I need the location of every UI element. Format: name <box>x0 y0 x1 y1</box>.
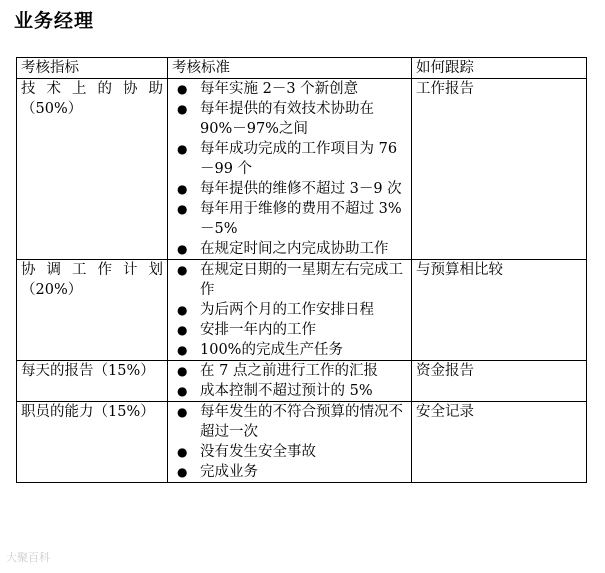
watermark: 大聚百科 <box>6 551 50 564</box>
indicator-cell: 职员的能力（15%） <box>17 402 168 483</box>
standards-list <box>172 402 407 482</box>
standard-text: 每年提供的维修不超过 3－9 次 <box>200 181 402 197</box>
indicator-cell: 每天的报告（15%） <box>17 361 168 402</box>
list-item <box>172 260 407 300</box>
standard-text: 没有发生安全事故 <box>200 444 316 460</box>
list-item <box>172 381 407 401</box>
standard-text: 每年发生的不符合预算的情况不超过一次 <box>200 404 403 440</box>
standard-text: 每年实施 2－3 个新创意 <box>200 81 359 97</box>
standards-cell <box>168 402 412 483</box>
standard-text: 在规定时间之内完成协助工作 <box>200 241 389 257</box>
standard-text: 每年提供的有效技术协助在 90%－97%之间 <box>200 101 374 137</box>
table-row <box>17 361 587 402</box>
list-item <box>172 340 407 360</box>
bullet-icon: ● <box>177 303 188 317</box>
list-item <box>172 99 407 139</box>
bullet-icon: ● <box>177 142 188 156</box>
bullet-icon: ● <box>177 82 188 96</box>
tracking-cell: 工作报告 <box>412 79 587 260</box>
standards-list <box>172 79 407 259</box>
tracking-cell: 安全记录 <box>412 402 587 483</box>
standards-list <box>172 361 407 401</box>
bullet-icon: ● <box>177 465 188 479</box>
bullet-icon: ● <box>177 405 188 419</box>
standard-text: 成本控制不超过预计的 5% <box>200 383 373 399</box>
list-item <box>172 79 407 99</box>
list-item <box>172 462 407 482</box>
indicator-cell: 技 术 上 的 协 助（50%） <box>17 79 168 260</box>
standard-text: 完成业务 <box>200 464 258 480</box>
standard-text: 100%的完成生产任务 <box>200 342 343 358</box>
list-item <box>172 199 407 239</box>
bullet-icon: ● <box>177 323 188 337</box>
header-standard: 考核标准 <box>168 58 412 79</box>
bullet-icon: ● <box>177 343 188 357</box>
standard-text: 每年成功完成的工作项目为 76－99 个 <box>200 141 398 177</box>
list-item <box>172 320 407 340</box>
assessment-table <box>16 57 587 483</box>
list-item <box>172 442 407 462</box>
standard-text: 在 7 点之前进行工作的汇报 <box>200 363 378 379</box>
bullet-icon: ● <box>177 263 188 277</box>
list-item <box>172 139 407 179</box>
standards-cell <box>168 79 412 260</box>
standards-cell <box>168 260 412 361</box>
standard-text: 安排一年内的工作 <box>200 322 316 338</box>
list-item <box>172 179 407 199</box>
page-title: 业务经理 <box>14 10 95 32</box>
standard-text: 为后两个月的工作安排日程 <box>200 302 374 318</box>
bullet-icon: ● <box>177 384 188 398</box>
bullet-icon: ● <box>177 102 188 116</box>
bullet-icon: ● <box>177 202 188 216</box>
header-indicator: 考核指标 <box>17 58 168 79</box>
standard-text: 在规定日期的一星期左右完成工作 <box>200 262 403 298</box>
table-row <box>17 402 587 483</box>
header-tracking: 如何跟踪 <box>412 58 587 79</box>
tracking-cell: 资金报告 <box>412 361 587 402</box>
standards-cell <box>168 361 412 402</box>
bullet-icon: ● <box>177 364 188 378</box>
list-item <box>172 300 407 320</box>
list-item <box>172 239 407 259</box>
standards-list <box>172 260 407 360</box>
list-item <box>172 402 407 442</box>
list-item <box>172 361 407 381</box>
table-row <box>17 79 587 260</box>
bullet-icon: ● <box>177 182 188 196</box>
standard-text: 每年用于维修的费用不超过 3%－5% <box>200 201 402 237</box>
table-row <box>17 260 587 361</box>
table-header-row <box>17 58 587 79</box>
bullet-icon: ● <box>177 445 188 459</box>
tracking-cell: 与预算相比较 <box>412 260 587 361</box>
indicator-cell: 协 调 工 作 计 划（20%） <box>17 260 168 361</box>
bullet-icon: ● <box>177 242 188 256</box>
